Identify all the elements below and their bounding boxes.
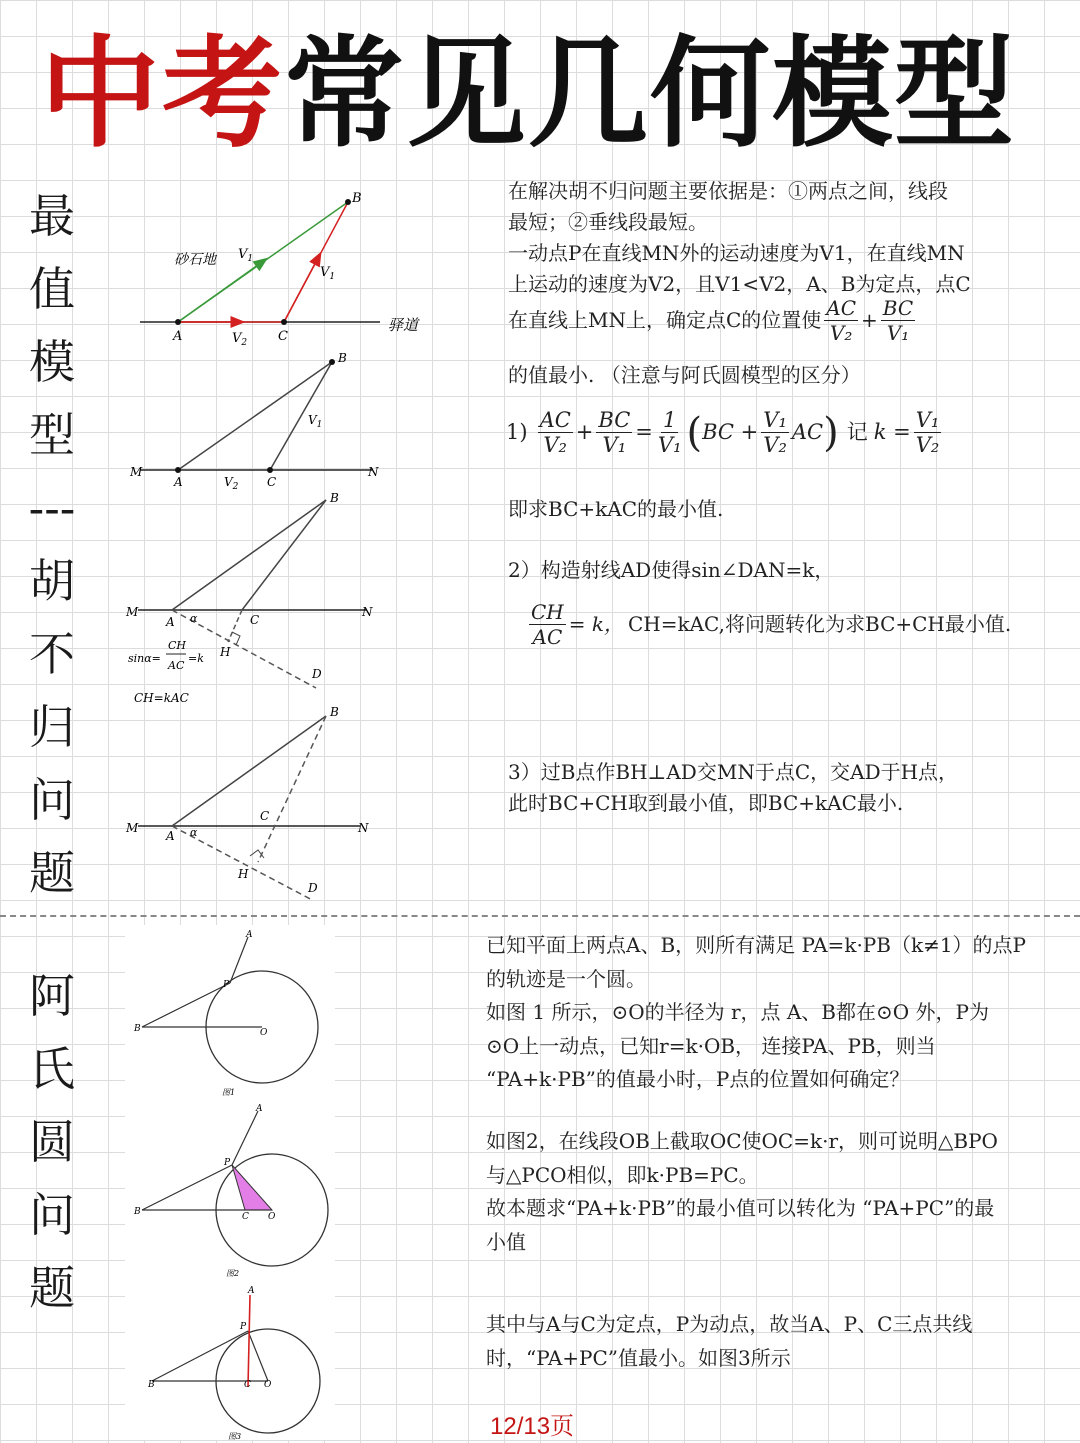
section-divider <box>0 915 1080 917</box>
fig4-label-c: C <box>260 809 270 823</box>
text-line: “PA+k·PB”的值最小时，P点的位置如何确定？ <box>486 1067 910 1091</box>
fig1-label-v1-red: $V_1$ <box>320 265 336 282</box>
fig3-label-c: C <box>250 613 260 627</box>
fig4-label-b: B <box>330 705 339 719</box>
label-char: --- <box>28 481 76 535</box>
text-line: 的值最小. （注意与阿氏圆模型的区分） <box>508 363 861 387</box>
fraction-ch-ac: $\frac{CH}{AC}$ <box>531 600 564 649</box>
step2-formula <box>526 600 1011 649</box>
text-line: 最短；②垂线段最短。 <box>508 210 708 234</box>
label-char: 阿 <box>29 969 75 1023</box>
fraction-bc-v1: $\frac{BC}{\text{V₁}}$ <box>882 296 914 345</box>
fig2-label-v2: $V_2$ <box>224 475 239 492</box>
fig1-label-a: A <box>173 329 183 344</box>
label-char: 题 <box>29 1261 75 1315</box>
fig1-label-p: P <box>223 980 230 990</box>
page-number: 12/13页 <box>490 1413 575 1440</box>
fig2-label-b: B <box>134 1207 141 1217</box>
fig3-label-a: A <box>248 1286 255 1296</box>
text-line: 在直线上MN上，确定点C的位置使 <box>508 308 822 332</box>
fig2-label-a: A <box>256 1104 263 1114</box>
fig2-triangle-diagram <box>129 351 379 492</box>
step3-text <box>508 757 958 819</box>
fig4-label-d: D <box>308 881 318 895</box>
section1-label <box>20 180 84 910</box>
text-line: 时，“PA+PC”值最小。如图3所示 <box>486 1345 791 1370</box>
label-char: 最 <box>29 189 75 243</box>
fig2-label-c: C <box>267 475 277 489</box>
page-title <box>40 20 1050 170</box>
section1-intro-end <box>508 360 861 391</box>
label-char: 问 <box>29 1188 75 1242</box>
fig4-label-h: H <box>238 867 249 881</box>
text-line: ⊙O上一动点，已知r=k·OB， 连接PA、PB，则当 <box>486 1033 936 1058</box>
fig4-label-alpha: α <box>190 826 198 839</box>
label-char: 不 <box>29 627 75 681</box>
label-char: 问 <box>29 773 75 827</box>
step1-result <box>508 494 723 525</box>
fig4-label-n: N <box>358 821 369 835</box>
text-line: 与△PCO相似，即k·PB=PC。 <box>486 1162 759 1187</box>
text-line: 如图2，在线段OB上截取OC使OC=k·r，则可说明△BPO <box>486 1129 998 1153</box>
section2-para2 <box>486 1125 998 1259</box>
label-char: 模 <box>29 335 75 389</box>
label-char: 圆 <box>29 1115 75 1169</box>
section2-para3 <box>486 1308 972 1375</box>
section2-para1 <box>486 929 1026 1097</box>
section2-label <box>20 960 84 1325</box>
title-black-part: 常见几何模型 <box>284 25 1016 164</box>
fig3-sin-right: =k <box>188 652 204 665</box>
fraction-ac-v2: $\frac{AC}{\text{V₂}}$ <box>539 408 571 457</box>
fraction-v1-v2-k: $\frac{\text{V₁}}{\text{V₂}}$ <box>915 408 940 457</box>
fig2-label-c: C <box>242 1212 249 1222</box>
fig2-label-n: N <box>368 465 379 479</box>
fig2-caption: 图2 <box>226 1269 240 1278</box>
text-line: 如图 1 所示，⊙O的半径为 r，点 A、B都在⊙O 外，P为 <box>486 1000 989 1024</box>
text-line: 此时BC+CH取到最小值，即BC+kAC最小. <box>508 791 904 815</box>
fig3-sin-num: CH <box>168 639 187 652</box>
step-number: 1) <box>506 420 528 444</box>
fig3-label-c: C <box>244 1380 251 1390</box>
fig1-label-o: O <box>260 1028 268 1038</box>
section1-intro <box>508 176 971 300</box>
equals-k: = k， <box>568 612 624 636</box>
fig1-label-b: B <box>352 191 362 206</box>
fig4-label-m: M <box>126 821 139 835</box>
fig3-label-b: B <box>330 491 339 505</box>
fig1-label-v1-green: $V_1$ <box>238 247 254 264</box>
text-line: 3）过B点作BH⊥AD交MN于点C，交AD于H点， <box>508 760 959 784</box>
fig3-label-a: A <box>166 615 175 629</box>
fig1-road-diagram <box>140 191 420 348</box>
fig1-label-b: B <box>134 1024 141 1034</box>
text-line: 上运动的速度为V2，且V1<V2，A、B为定点，点C <box>508 272 971 296</box>
text-line: 小值 <box>486 1229 526 1254</box>
step1-formula <box>506 408 944 457</box>
plus-sign: + <box>861 308 878 332</box>
text-line: 一动点P在直线MN外的运动速度为V1，在直线MN <box>508 241 965 265</box>
fig2-label-b: B <box>338 351 347 365</box>
fig3-sin-left: sinα= <box>128 652 161 665</box>
fig1-label-a: A <box>246 930 253 940</box>
label-char: 氏 <box>29 1042 75 1096</box>
right-paren: ) <box>823 409 839 456</box>
fig3-label-h: H <box>220 645 231 659</box>
label-char: 值 <box>29 262 75 316</box>
plus-sign: + <box>575 420 594 444</box>
k-label: k = <box>873 420 911 444</box>
label-char: 题 <box>29 846 75 900</box>
fraction-ac-v2: $\frac{AC}{\text{V₂}}$ <box>826 296 857 345</box>
section2-figures <box>110 925 350 1440</box>
fig2-label-v1: $V_1$ <box>308 413 323 430</box>
fig3-label-n: N <box>362 605 373 619</box>
fig3-label-alpha: α <box>190 612 198 625</box>
step2-text <box>508 555 834 586</box>
title-red-part: 中考 <box>40 25 284 164</box>
note-label: 记 <box>846 420 868 444</box>
text-line: 的轨迹是一个圆。 <box>486 966 646 991</box>
text-line: 即求BC+kAC的最小值. <box>508 497 724 521</box>
inner-expression: BC + <box>702 420 759 444</box>
fraction-v1-v2: $\frac{\text{V₁}}{\text{V₂}}$ <box>763 408 787 457</box>
fraction-bc-v1: $\frac{BC}{\text{V₁}}$ <box>598 408 631 457</box>
label-char: 胡 <box>29 554 75 608</box>
fig1-road-label: 驿道 <box>388 316 419 334</box>
left-paren: ( <box>686 409 703 456</box>
fig3-ch-eq: CH=kAC <box>134 691 189 705</box>
fig3-caption: 图3 <box>228 1432 242 1440</box>
label-char: 型 <box>29 408 75 462</box>
fig3-construction-diagram <box>125 491 373 705</box>
fig3-sin-den: AC <box>168 659 185 672</box>
fig3-label-b: B <box>148 1380 155 1390</box>
fraction-one-v1: $\frac{1}{\text{V₁}}$ <box>657 408 682 457</box>
fig4-solution-diagram <box>125 705 369 900</box>
fig1-label-c: C <box>278 329 288 344</box>
text-line: 其中与A与C为定点，P为动点，故当A、P、C三点共线 <box>486 1312 973 1336</box>
fig2-label-p: P <box>224 1158 231 1168</box>
section1-intro-formula <box>508 296 918 345</box>
text-line: 故本题求“PA+k·PB”的最小值可以转化为 “PA+PC”的最 <box>486 1196 995 1220</box>
fig3-label-p: P <box>240 1322 247 1332</box>
text-line: 在解决胡不归问题主要依据是：①两点之间，线段 <box>508 179 948 203</box>
equals-sign: = <box>635 420 653 444</box>
fig1-caption: 图1 <box>222 1088 236 1097</box>
fig4-label-a: A <box>166 829 175 843</box>
label-char: 归 <box>29 700 75 754</box>
fig2-label-m: M <box>130 465 143 479</box>
section1-figures <box>110 180 440 900</box>
fig3-label-m: M <box>126 605 139 619</box>
fig2-label-a: A <box>174 475 183 489</box>
fig2-label-o: O <box>268 1212 276 1222</box>
text-line: CH=kAC,将问题转化为求BC+CH最小值. <box>627 612 1012 636</box>
text-line: 已知平面上两点A、B，则所有满足 PA=k·PB（k≠1）的点P <box>486 933 1027 957</box>
ac-term: AC <box>791 420 824 444</box>
text-line: 2）构造射线AD使得sin∠DAN=k， <box>508 558 835 582</box>
fig1-label-v2: $V_2$ <box>232 331 248 348</box>
fig1-sand-label: 砂石地 <box>174 252 216 268</box>
fig3-label-o: O <box>264 1380 272 1390</box>
fig3-label-d: D <box>312 667 322 681</box>
